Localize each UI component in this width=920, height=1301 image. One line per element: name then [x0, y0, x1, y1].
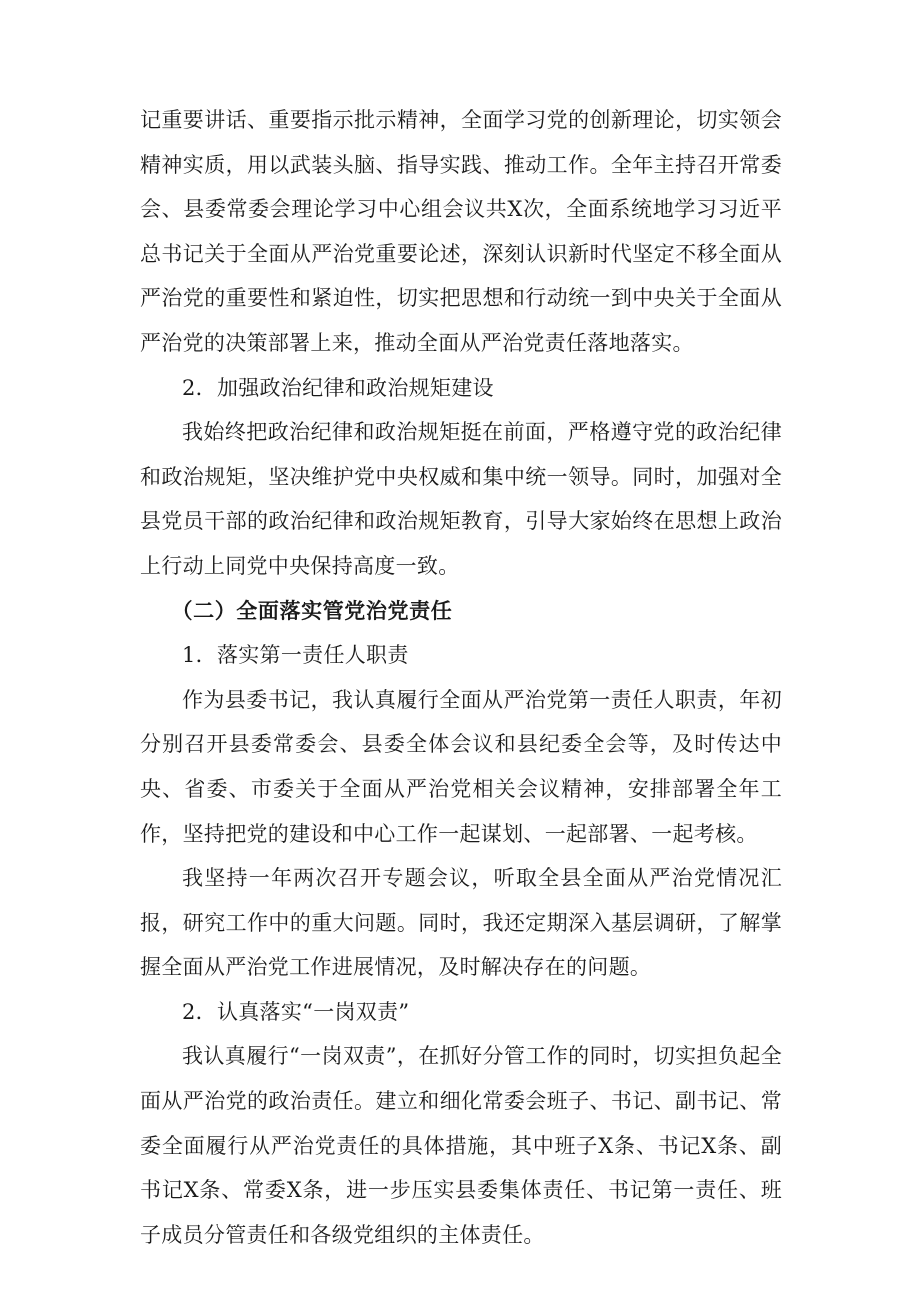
subheading-dual-responsibility: 2．认真落实“一岗双责”: [182, 999, 410, 1024]
subheading-first-responsible: 1．落实第一责任人职责: [182, 643, 409, 668]
section-heading-responsibility: （二）全面落实管党治党责任: [171, 598, 453, 623]
paragraph-continuation: 记重要讲话、重要指示批示精神，全面学习党的创新理论，切实领会精神实质，用以武装头脑、指导实践、推动工作。全年主持召开常委会、县委常委会理论学习中心组会议共X次，全面系统地学习习近平总书记关于全面从严治党重要论述，深刻认识新时代坚定不移全面从严治党的重要性和紧迫性，切实把思想和行动统一到中央关于全面从严治党的决策部署上来，推动全面从严治党责任落地落实。: [140, 108, 782, 355]
paragraph-first-responsible: 作为县委书记，我认真履行全面从严治党第一责任人职责，年初分别召开县委常委会、县委全体会议和县纪委全会等，及时传达中央、省委、市委关于全面从严治党相关会议精神，安排部署全年工作，坚持把党的建设和中心工作一起谋划、一起部署、一起考核。: [140, 687, 782, 846]
subheading-political-discipline: 2．加强政治纪律和政治规矩建设: [182, 375, 494, 400]
document-body: [140, 98, 782, 1257]
paragraph-special-meetings: 我坚持一年两次召开专题会议，听取全县全面从严治党情况汇报，研究工作中的重大问题。同时，我还定期深入基层调研，了解掌握全面从严治党工作进展情况，及时解决存在的问题。: [140, 866, 782, 980]
paragraph-dual-responsibility: 我认真履行“一岗双责”，在抓好分管工作的同时，切实担负起全面从严治党的政治责任。建立和细化常委会班子、书记、副书记、常委全面履行从严治党责任的具体措施，其中班子X条、书记X条、副书记X条、常委X条，进一步压实县委集体责任、书记第一责任、班子成员分管责任和各级党组织的主体责任。: [140, 1044, 782, 1247]
paragraph-political-discipline: 我始终把政治纪律和政治规矩挺在前面，严格遵守党的政治纪律和政治规矩，坚决维护党中央权威和集中统一领导。同时，加强对全县党员干部的政治纪律和政治规矩教育，引导大家始终在思想上政治上行动上同党中央保持高度一致。: [140, 420, 782, 578]
